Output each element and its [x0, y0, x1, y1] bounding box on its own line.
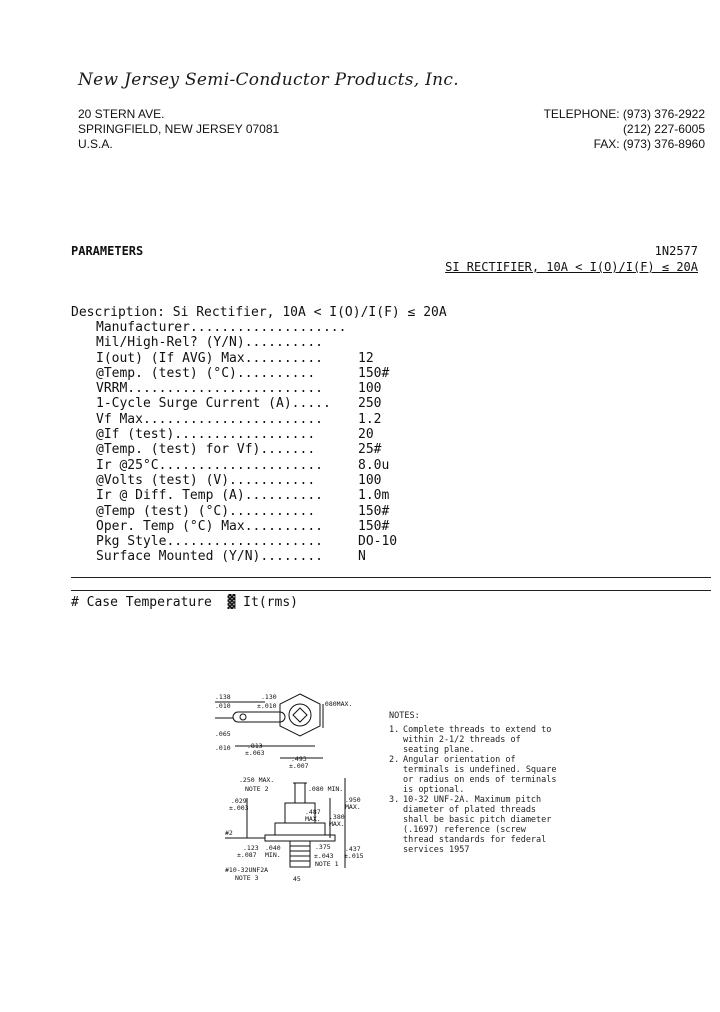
spec-value: 1.0m — [358, 488, 390, 504]
spec-row — [96, 549, 438, 564]
spec-label: @Temp (test) (°C)........... — [96, 503, 316, 519]
dim-label: .375 — [315, 843, 331, 851]
dim-label: .950 — [345, 796, 361, 804]
spec-label: Surface Mounted (Y/N)........ — [96, 549, 323, 565]
spec-value: 20 — [358, 427, 374, 443]
spec-value: 100 — [358, 381, 382, 397]
dim-label: .029 — [231, 797, 247, 805]
dim-label: .080 MIN. — [308, 785, 344, 793]
section-divider-bottom — [71, 590, 711, 591]
spec-value: 100 — [358, 472, 382, 488]
spec-row — [96, 427, 438, 442]
spec-row — [96, 534, 438, 549]
dim-label: .065 — [215, 730, 231, 738]
spec-label: @Temp. (test) (°C).......... — [96, 365, 316, 381]
dim-label: MIN. — [265, 851, 281, 859]
dim-label: ±.003 — [229, 804, 249, 812]
spec-label: @Volts (test) (V)........... — [96, 472, 316, 488]
spec-row — [96, 519, 438, 534]
spec-value: 12 — [358, 350, 374, 366]
footnote: # Case Temperature ▓ It(rms) — [71, 595, 298, 610]
telephone-line: TELEPHONE: (973) 376-2922 — [543, 107, 705, 121]
spec-row — [96, 442, 438, 457]
address-line-2: SPRINGFIELD, NEW JERSEY 07081 — [78, 122, 280, 136]
spec-value: 250 — [358, 396, 382, 412]
company-address — [78, 107, 279, 152]
spec-value — [358, 320, 438, 335]
terminal-lug — [233, 712, 285, 722]
dim-label: MAX. — [305, 815, 321, 823]
part-subtitle: SI RECTIFIER, 10A < I(O)/I(F) ≤ 20A — [445, 260, 698, 274]
side-hex — [275, 823, 325, 835]
note-text: 10-32 UNF-2A. Maximum pitch diameter of plated threads shall be basic pitch diameter (.1697) reference (screw thread standards for federal services 1957 — [403, 795, 552, 855]
spec-row — [96, 504, 438, 519]
dim-label: MAX. — [329, 820, 345, 828]
dim-label: .010 — [215, 702, 231, 710]
spec-value: N — [358, 549, 366, 565]
dim-label: ±.007 — [289, 762, 309, 770]
dim-label: #10-32UNF2A — [225, 866, 269, 874]
note-item — [389, 795, 559, 855]
spec-row — [96, 473, 438, 488]
company-contacts — [544, 107, 705, 152]
side-top-terminal — [295, 783, 305, 803]
notes-heading: NOTES: — [389, 711, 420, 721]
dim-label: .123 — [243, 844, 259, 852]
dim-label: .080MAX. — [321, 700, 353, 708]
note-number: 2. — [389, 755, 400, 765]
spec-row — [96, 335, 438, 350]
dim-label: ±.087 — [237, 851, 257, 859]
spec-label: Ir @ Diff. Temp (A).......... — [96, 488, 323, 504]
spec-value: 1.2 — [358, 411, 382, 427]
spec-value: DO-10 — [358, 534, 398, 550]
spec-label: @If (test).................. — [96, 427, 316, 443]
spec-label: Mil/High-Rel? (Y/N).......... — [96, 335, 323, 351]
package-outline-drawing — [205, 688, 385, 888]
hex-inner-square — [293, 708, 307, 722]
dim-label: .380 — [329, 813, 345, 821]
note-number: 3. — [389, 795, 400, 805]
spec-row — [96, 320, 438, 335]
dim-label: .130 — [261, 693, 277, 701]
spec-label: Ir @25°C..................... — [96, 457, 323, 473]
hex-body-outline — [280, 694, 320, 736]
dim-label: .138 — [215, 693, 231, 701]
dim-label: .040 — [265, 844, 281, 852]
dim-label: .487 — [305, 808, 321, 816]
dim-label: .493 — [291, 755, 307, 763]
spec-table — [96, 320, 438, 565]
dim-label: .437 — [345, 845, 361, 853]
note-item — [389, 755, 559, 795]
terminal-hole — [240, 714, 246, 720]
dim-label: #2 — [225, 829, 233, 837]
spec-row — [96, 412, 438, 427]
spec-label: Pkg Style.................... — [96, 534, 323, 550]
fax-line: FAX: (973) 376-8960 — [593, 137, 705, 151]
dim-label: ±.063 — [245, 749, 265, 757]
dim-label: .813 — [247, 742, 263, 750]
spec-value: 8.0u — [358, 457, 390, 473]
dim-label: NOTE 2 — [245, 785, 269, 793]
dim-label: ±.043 — [314, 852, 334, 860]
dim-label: ±.015 — [344, 852, 364, 860]
note-text: Complete threads to extend to within 2-1/2 threads of seating plane. — [403, 725, 552, 755]
dim-label: NOTE 3 — [235, 874, 259, 882]
dim-label: NOTE 1 — [315, 860, 339, 868]
side-stud — [290, 841, 310, 867]
description-line: Description: Si Rectifier, 10A < I(O)/I(F) ≤ 20A — [71, 305, 447, 320]
spec-row — [96, 366, 438, 381]
spec-row — [96, 396, 438, 411]
address-line-3: U.S.A. — [78, 137, 113, 151]
spec-value: 150# — [358, 518, 390, 534]
part-number: 1N2577 — [654, 244, 698, 258]
drawing-notes — [389, 711, 559, 855]
spec-row — [96, 488, 438, 503]
note-number: 1. — [389, 725, 400, 735]
spec-label: Oper. Temp (°C) Max.......... — [96, 518, 323, 534]
telephone-line-2: (212) 227-6005 — [622, 122, 705, 136]
spec-label: VRRM......................... — [96, 381, 323, 397]
spec-label: @Temp. (test) for Vf)....... — [96, 442, 316, 458]
spec-label: Vf Max....................... — [96, 411, 323, 427]
parameters-heading: PARAMETERS — [71, 244, 144, 258]
spec-value: 150# — [358, 365, 390, 381]
spec-label: I(out) (If AVG) Max.......... — [96, 350, 323, 366]
dim-label: 45 — [293, 875, 301, 883]
spec-row — [96, 351, 438, 366]
dim-label: ±.010 — [257, 702, 277, 710]
spec-row — [96, 458, 438, 473]
dim-label: .250 MAX. — [239, 776, 275, 784]
note-text: Angular orientation of terminals is undefined. Square or radius on ends of terminals is optional. — [403, 755, 557, 795]
spec-label: 1-Cycle Surge Current (A)..... — [96, 396, 331, 412]
spec-value: 25# — [358, 442, 382, 458]
dim-label: MAX. — [345, 803, 361, 811]
dim-label: .010 — [215, 744, 231, 752]
company-logo-script: New Jersey Semi-Conductor Products, Inc. — [78, 70, 459, 90]
spec-value — [358, 335, 438, 350]
section-divider-top — [71, 577, 711, 578]
spec-label: Manufacturer.................... — [96, 320, 347, 335]
spec-value: 150# — [358, 503, 390, 519]
address-line-1: 20 STERN AVE. — [78, 107, 165, 121]
side-flange — [265, 835, 335, 841]
spec-row — [96, 381, 438, 396]
note-item — [389, 725, 559, 755]
